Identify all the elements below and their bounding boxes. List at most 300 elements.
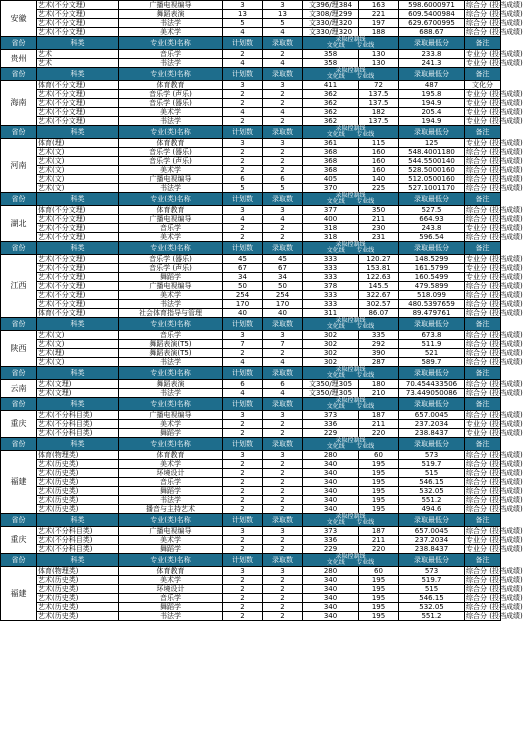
plan-cell: 34 <box>223 273 263 282</box>
subject-cell: 艺术(不分文理) <box>37 1 119 10</box>
header-control-line <box>303 68 399 81</box>
remark-cell: 专业分 (投档成绩) <box>466 98 523 107</box>
admit-cell: 2 <box>263 478 303 487</box>
plan-cell: 5 <box>223 184 263 193</box>
lowest-score-cell: 548.4001180 <box>399 148 465 157</box>
admit-cell: 3 <box>263 139 303 148</box>
professional-line-cell: 160 <box>359 148 399 157</box>
remark-cell: 综合分 (投档成绩) <box>466 566 523 575</box>
header-major: 专业(类)名称 <box>119 318 223 331</box>
admit-cell: 5 <box>263 184 303 193</box>
header-culture-line: 文化线 <box>326 323 345 330</box>
culture-line-cell: 302 <box>303 358 359 367</box>
remark-cell: 综合分 (投档成绩) <box>466 410 523 419</box>
table-row <box>1 309 501 318</box>
plan-cell: 2 <box>223 487 263 496</box>
admit-cell: 254 <box>263 291 303 300</box>
remark-cell: 综合分 (投档成绩) <box>466 147 523 156</box>
admit-cell: 7 <box>263 340 303 349</box>
subject-cell: 艺术(历史类) <box>37 460 119 469</box>
header-province: 省份 <box>1 193 37 206</box>
major-cell: 音乐学 (器乐) <box>119 255 223 264</box>
culture-line-cell: 411 <box>303 81 359 90</box>
header-plan: 计划数 <box>223 68 263 81</box>
header-plan: 计划数 <box>223 126 263 139</box>
remark-cell: 综合分 (投档成绩) <box>466 575 523 584</box>
subject-cell: 艺术(不分文理) <box>37 273 119 282</box>
remark-cell: 综合分 (投档成绩) <box>466 388 523 397</box>
remark-cell: 综合分 (投档成绩) <box>466 165 523 174</box>
header-admit: 录取数 <box>263 398 303 411</box>
culture-line-cell: 368 <box>303 157 359 166</box>
admit-cell: 50 <box>263 282 303 291</box>
plan-cell: 2 <box>223 576 263 585</box>
culture-line-cell: 333 <box>303 300 359 309</box>
admit-cell: 4 <box>263 59 303 68</box>
province-cell: 云南 <box>1 380 37 398</box>
culture-line-cell: 368 <box>303 166 359 175</box>
plan-cell: 4 <box>223 108 263 117</box>
table-row <box>1 300 501 309</box>
subject-cell: 体育(不分文理) <box>37 81 119 90</box>
lowest-score-cell: 609.5400984 <box>399 10 465 19</box>
header-province: 省份 <box>1 514 37 527</box>
lowest-score-cell: 527.5 <box>399 206 465 215</box>
culture-line-cell: 302 <box>303 349 359 358</box>
professional-line-cell: 230 <box>359 224 399 233</box>
table-row <box>1 460 501 469</box>
subject-cell: 艺术(不分科目类) <box>37 411 119 420</box>
header-row <box>1 37 501 50</box>
subject-cell: 艺术(历史类) <box>37 496 119 505</box>
remark-cell: 专业分 (投档成绩) <box>466 116 523 125</box>
plan-cell: 2 <box>223 612 263 621</box>
professional-line-cell: 195 <box>359 487 399 496</box>
lowest-score-cell: 494.6 <box>399 505 465 514</box>
table-row <box>1 233 501 242</box>
culture-line-cell: 311 <box>303 309 359 318</box>
header-subject: 科类 <box>37 37 119 50</box>
header-professional-line: 专业线 <box>356 247 375 254</box>
admit-cell: 3 <box>263 206 303 215</box>
header-control-line <box>303 242 399 255</box>
major-cell: 美术学 <box>119 233 223 242</box>
header-control-line <box>303 367 399 380</box>
lowest-score-cell: 527.1001170 <box>399 184 465 193</box>
plan-cell: 170 <box>223 300 263 309</box>
lowest-score-cell: 532.05 <box>399 603 465 612</box>
header-culture-line: 文化线 <box>326 519 345 526</box>
major-cell: 舞蹈学 <box>119 603 223 612</box>
remark-cell: 综合分 (投档成绩) <box>466 0 523 9</box>
professional-line-cell: 322.67 <box>359 291 399 300</box>
lowest-score-cell: 125 <box>399 139 465 148</box>
remark-cell: 综合分 (投档成绩) <box>466 459 523 468</box>
professional-line-cell: 180 <box>359 380 399 389</box>
professional-line-cell: 195 <box>359 612 399 621</box>
culture-line-cell: 336 <box>303 420 359 429</box>
table-row <box>1 10 501 19</box>
major-cell: 广播电视编导 <box>119 282 223 291</box>
professional-line-cell: 195 <box>359 576 399 585</box>
table-row <box>1 576 501 585</box>
header-major: 专业(类)名称 <box>119 514 223 527</box>
lowest-score-cell: 515 <box>399 469 465 478</box>
province-cell: 陕西 <box>1 331 37 367</box>
header-province: 省份 <box>1 318 37 331</box>
plan-cell: 2 <box>223 536 263 545</box>
header-subject: 科类 <box>37 193 119 206</box>
culture-line-cell: 文350/理305 <box>303 389 359 398</box>
subject-cell: 艺术(历史类) <box>37 612 119 621</box>
plan-cell: 7 <box>223 340 263 349</box>
header-control-line-label: 录取控制线 <box>335 437 366 444</box>
plan-cell: 2 <box>223 478 263 487</box>
header-professional-line: 专业线 <box>356 73 375 80</box>
header-major: 专业(类)名称 <box>119 367 223 380</box>
subject-cell: 艺术(文) <box>37 340 119 349</box>
remark-cell: 专业分 (投档成绩) <box>466 223 523 232</box>
header-professional-line: 专业线 <box>356 42 375 49</box>
admit-cell: 3 <box>263 451 303 460</box>
major-cell: 社会体育指导与管理 <box>119 309 223 318</box>
header-admit: 录取数 <box>263 438 303 451</box>
plan-cell: 4 <box>223 215 263 224</box>
major-cell: 体育教育 <box>119 206 223 215</box>
lowest-score-cell: 237.2034 <box>399 420 465 429</box>
header-subject: 科类 <box>37 514 119 527</box>
culture-line-cell: 362 <box>303 99 359 108</box>
header-lowest-score: 录取最低分 <box>399 37 465 50</box>
remark-cell: 综合分 (投档成绩) <box>466 602 523 611</box>
professional-line-cell: 60 <box>359 451 399 460</box>
major-cell: 书法学 <box>119 612 223 621</box>
plan-cell: 13 <box>223 10 263 19</box>
culture-line-cell: 文330/理320 <box>303 28 359 37</box>
header-plan: 计划数 <box>223 514 263 527</box>
subject-cell: 体育(物理类) <box>37 567 119 576</box>
header-control-line-label: 录取控制线 <box>335 67 366 74</box>
header-lowest-score: 录取最低分 <box>399 398 465 411</box>
admit-cell: 2 <box>263 157 303 166</box>
header-culture-line: 文化线 <box>326 198 345 205</box>
subject-cell: 艺术(文) <box>37 148 119 157</box>
header-remark: 备注 <box>465 514 501 527</box>
major-cell: 音乐学 <box>119 224 223 233</box>
table-row <box>1 358 501 367</box>
lowest-score-cell: 546.15 <box>399 478 465 487</box>
plan-cell: 6 <box>223 380 263 389</box>
professional-line-cell: 195 <box>359 460 399 469</box>
plan-cell: 4 <box>223 59 263 68</box>
header-remark: 备注 <box>465 126 501 139</box>
lowest-score-cell: 519.7 <box>399 576 465 585</box>
remark-cell: 专业分 (投档成绩) <box>466 263 523 272</box>
header-control-line-label: 录取控制线 <box>335 317 366 324</box>
table-row <box>1 478 501 487</box>
header-subcols <box>304 324 397 330</box>
header-admit: 录取数 <box>263 514 303 527</box>
table-row <box>1 148 501 157</box>
culture-line-cell: 400 <box>303 215 359 224</box>
culture-line-cell: 340 <box>303 612 359 621</box>
major-cell: 音乐学 (声乐) <box>119 157 223 166</box>
admit-cell: 2 <box>263 117 303 126</box>
culture-line-cell: 文330/理320 <box>303 19 359 28</box>
header-culture-line: 文化线 <box>326 42 345 49</box>
remark-cell: 综合分 (投档成绩) <box>466 348 523 357</box>
lowest-score-cell: 528.5000160 <box>399 166 465 175</box>
subject-cell: 艺术(历史类) <box>37 505 119 514</box>
professional-line-cell: 163 <box>359 1 399 10</box>
remark-cell: 综合分 (投档成绩) <box>466 450 523 459</box>
lowest-score-cell: 194.9 <box>399 99 465 108</box>
header-province: 省份 <box>1 554 37 567</box>
professional-line-cell: 197 <box>359 19 399 28</box>
culture-line-cell: 229 <box>303 429 359 438</box>
table-row <box>1 536 501 545</box>
header-major: 专业(类)名称 <box>119 242 223 255</box>
major-cell: 播音与主持艺术 <box>119 505 223 514</box>
header-province: 省份 <box>1 126 37 139</box>
subject-cell: 艺术(不分文理) <box>37 117 119 126</box>
plan-cell: 2 <box>223 545 263 554</box>
lowest-score-cell: 238.8437 <box>399 545 465 554</box>
header-lowest-score: 录取最低分 <box>399 126 465 139</box>
major-cell: 舞蹈学 <box>119 487 223 496</box>
table-row <box>1 264 501 273</box>
lowest-score-cell: 551.2 <box>399 612 465 621</box>
header-major: 专业(类)名称 <box>119 68 223 81</box>
major-cell: 舞蹈表演(T5) <box>119 340 223 349</box>
header-lowest-score: 录取最低分 <box>399 242 465 255</box>
culture-line-cell: 318 <box>303 233 359 242</box>
professional-line-cell: 137.5 <box>359 99 399 108</box>
professional-line-cell: 60 <box>359 567 399 576</box>
subject-cell: 艺术(不分科目类) <box>37 545 119 554</box>
table-row <box>1 282 501 291</box>
major-cell: 舞蹈学 <box>119 545 223 554</box>
table-row <box>1 206 501 215</box>
culture-line-cell: 336 <box>303 536 359 545</box>
professional-line-cell: 182 <box>359 108 399 117</box>
header-control-line <box>303 554 399 567</box>
remark-cell: 综合分 (投档成绩) <box>466 156 523 165</box>
lowest-score-cell: 233.8 <box>399 50 465 59</box>
professional-line-cell: 211 <box>359 420 399 429</box>
subject-cell: 艺术(历史类) <box>37 487 119 496</box>
header-control-line <box>303 438 399 451</box>
professional-line-cell: 220 <box>359 429 399 438</box>
admit-cell: 2 <box>263 536 303 545</box>
province-cell: 重庆 <box>1 411 37 438</box>
remark-cell: 综合分 (投档成绩) <box>466 183 523 192</box>
header-province: 省份 <box>1 68 37 81</box>
header-professional-line: 专业线 <box>356 443 375 450</box>
culture-line-cell: 340 <box>303 487 359 496</box>
lowest-score-cell: 688.67 <box>399 28 465 37</box>
plan-cell: 4 <box>223 389 263 398</box>
admit-cell: 170 <box>263 300 303 309</box>
remark-cell: 综合分 (投档成绩) <box>466 205 523 214</box>
plan-cell: 5 <box>223 19 263 28</box>
major-cell: 体育教育 <box>119 567 223 576</box>
province-cell: 贵州 <box>1 50 37 68</box>
header-culture-line: 文化线 <box>326 403 345 410</box>
culture-line-cell: 333 <box>303 264 359 273</box>
professional-line-cell: 195 <box>359 496 399 505</box>
header-subcols <box>304 520 397 526</box>
table-row <box>1 166 501 175</box>
remark-cell: 综合分 (投档成绩) <box>466 308 523 317</box>
header-control-line-label: 录取控制线 <box>335 366 366 373</box>
lowest-score-cell: 511.9 <box>399 340 465 349</box>
professional-line-cell: 195 <box>359 594 399 603</box>
admit-cell: 2 <box>263 233 303 242</box>
table-row <box>1 487 501 496</box>
culture-line-cell: 340 <box>303 576 359 585</box>
major-cell: 广播电视编导 <box>119 1 223 10</box>
header-plan: 计划数 <box>223 438 263 451</box>
professional-line-cell: 211 <box>359 215 399 224</box>
subject-cell: 艺术 <box>37 50 119 59</box>
header-culture-line: 文化线 <box>326 443 345 450</box>
lowest-score-cell: 161.5799 <box>399 264 465 273</box>
major-cell: 美术学 <box>119 28 223 37</box>
admit-cell: 4 <box>263 108 303 117</box>
plan-cell: 3 <box>223 139 263 148</box>
header-lowest-score: 录取最低分 <box>399 193 465 206</box>
header-remark: 备注 <box>465 318 501 331</box>
professional-line-cell: 137.5 <box>359 90 399 99</box>
subject-cell: 体育(物理类) <box>37 451 119 460</box>
remark-cell: 专业分 (投档成绩) <box>466 89 523 98</box>
culture-line-cell: 377 <box>303 206 359 215</box>
table-row <box>1 50 501 59</box>
professional-line-cell: 130 <box>359 50 399 59</box>
major-cell: 书法学 <box>119 117 223 126</box>
admit-cell: 4 <box>263 389 303 398</box>
admit-cell: 2 <box>263 603 303 612</box>
major-cell: 舞蹈表演 <box>119 380 223 389</box>
lowest-score-cell: 515 <box>399 585 465 594</box>
table-row <box>1 175 501 184</box>
culture-line-cell: 302 <box>303 331 359 340</box>
major-cell: 美术学 <box>119 460 223 469</box>
header-admit: 录取数 <box>263 318 303 331</box>
plan-cell: 2 <box>223 349 263 358</box>
header-plan: 计划数 <box>223 37 263 50</box>
table-row <box>1 612 501 621</box>
plan-cell: 2 <box>223 603 263 612</box>
subject-cell: 艺术(不分文理) <box>37 90 119 99</box>
header-culture-line: 文化线 <box>326 73 345 80</box>
remark-cell: 专业分 (投档成绩) <box>466 272 523 281</box>
professional-line-cell: 225 <box>359 184 399 193</box>
admit-cell: 2 <box>263 460 303 469</box>
table-row <box>1 585 501 594</box>
culture-line-cell: 文308/理299 <box>303 10 359 19</box>
admit-cell: 2 <box>263 148 303 157</box>
plan-cell: 2 <box>223 460 263 469</box>
subject-cell: 艺术(理) <box>37 349 119 358</box>
header-lowest-score: 录取最低分 <box>399 68 465 81</box>
lowest-score-cell: 479.5899 <box>399 282 465 291</box>
culture-line-cell: 333 <box>303 273 359 282</box>
header-subcols <box>304 373 397 379</box>
remark-cell: 综合分 (投档成绩) <box>466 526 523 535</box>
professional-line-cell: 195 <box>359 603 399 612</box>
major-cell: 音乐学 <box>119 331 223 340</box>
major-cell: 美术学 <box>119 420 223 429</box>
table-row <box>1 567 501 576</box>
professional-line-cell: 187 <box>359 411 399 420</box>
admit-cell: 45 <box>263 255 303 264</box>
culture-line-cell: 340 <box>303 594 359 603</box>
major-cell: 舞蹈学 <box>119 429 223 438</box>
remark-cell: 综合分 (投档成绩) <box>466 18 523 27</box>
culture-line-cell: 340 <box>303 478 359 487</box>
major-cell: 音乐学 <box>119 50 223 59</box>
admit-cell: 2 <box>263 224 303 233</box>
plan-cell: 2 <box>223 50 263 59</box>
admit-cell: 2 <box>263 496 303 505</box>
header-lowest-score: 录取最低分 <box>399 438 465 451</box>
header-plan: 计划数 <box>223 367 263 380</box>
major-cell: 舞蹈表演 <box>119 10 223 19</box>
header-control-line-label: 录取控制线 <box>335 36 366 43</box>
lowest-score-cell: 546.15 <box>399 594 465 603</box>
professional-line-cell: 211 <box>359 536 399 545</box>
subject-cell: 艺术(文) <box>37 331 119 340</box>
table-row <box>1 469 501 478</box>
header-subject: 科类 <box>37 68 119 81</box>
remark-cell: 专业分 (投档成绩) <box>466 138 523 147</box>
subject-cell: 体育(不分文理) <box>37 309 119 318</box>
header-subject: 科类 <box>37 367 119 380</box>
remark-cell: 专业分 (投档成绩) <box>466 58 523 67</box>
plan-cell: 2 <box>223 469 263 478</box>
professional-line-cell: 195 <box>359 478 399 487</box>
header-remark: 备注 <box>465 242 501 255</box>
lowest-score-cell: 598.6000971 <box>399 1 465 10</box>
lowest-score-cell: 237.2034 <box>399 536 465 545</box>
culture-line-cell: 361 <box>303 139 359 148</box>
plan-cell: 2 <box>223 585 263 594</box>
culture-line-cell: 229 <box>303 545 359 554</box>
header-province: 省份 <box>1 398 37 411</box>
remark-cell: 综合分 (投档成绩) <box>466 611 523 620</box>
header-major: 专业(类)名称 <box>119 37 223 50</box>
table-row <box>1 603 501 612</box>
subject-cell: 艺术(不分科目类) <box>37 429 119 438</box>
header-subcols <box>304 43 397 49</box>
header-row <box>1 242 501 255</box>
lowest-score-cell: 551.2 <box>399 496 465 505</box>
admit-cell: 2 <box>263 585 303 594</box>
table-row <box>1 19 501 28</box>
table-row <box>1 28 501 37</box>
table-row <box>1 429 501 438</box>
header-culture-line: 文化线 <box>326 247 345 254</box>
header-subject: 科类 <box>37 126 119 139</box>
major-cell: 音乐学 (器乐) <box>119 99 223 108</box>
header-professional-line: 专业线 <box>356 372 375 379</box>
lowest-score-cell: 238.8437 <box>399 429 465 438</box>
remark-cell: 综合分 (投档成绩) <box>466 174 523 183</box>
admit-cell: 67 <box>263 264 303 273</box>
admit-cell: 6 <box>263 175 303 184</box>
